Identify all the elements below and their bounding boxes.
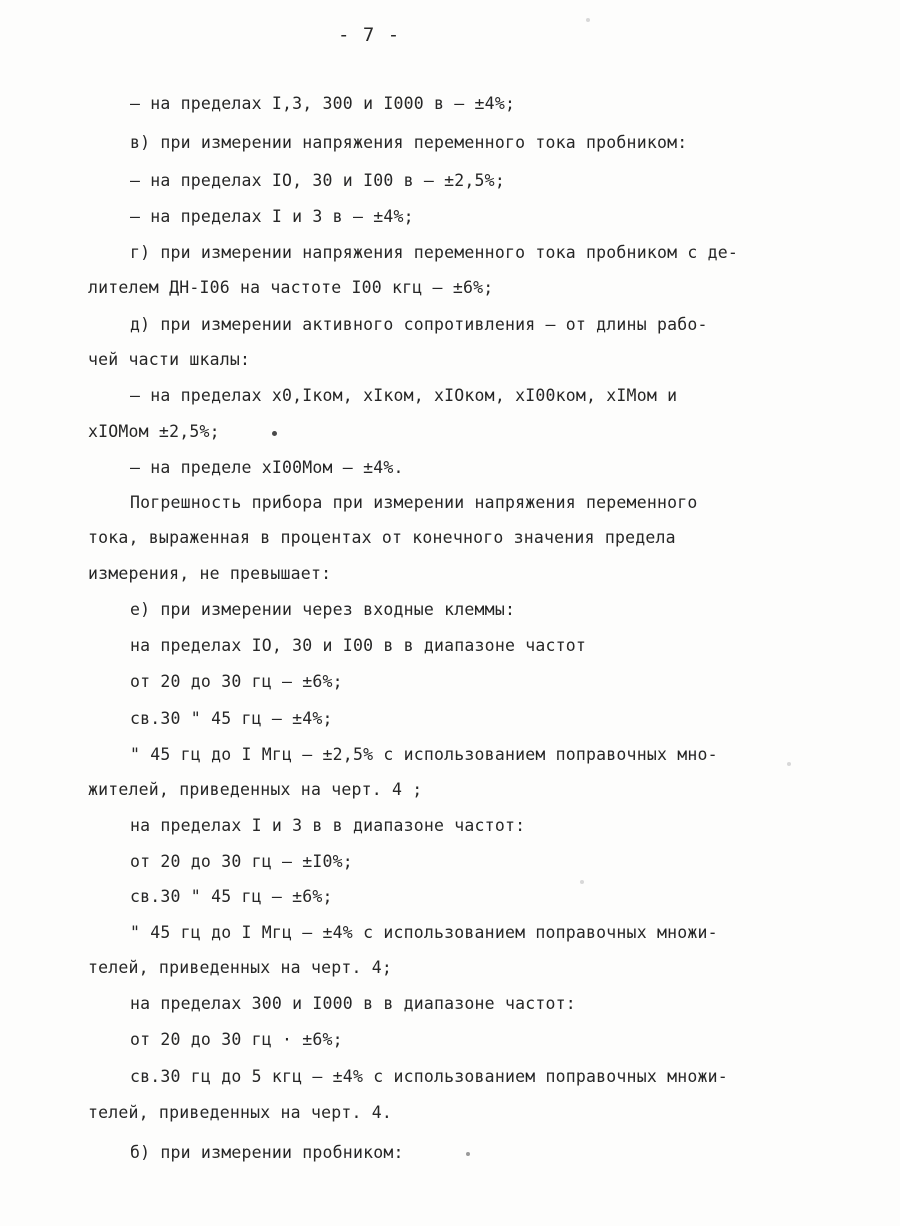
text-line: Погрешность прибора при измерении напряжения переменного	[130, 493, 698, 512]
scan-speck	[586, 18, 590, 22]
text-line: – на пределе хI00Мом – ±4%.	[130, 458, 404, 477]
text-line: – на пределах IO, 30 и I00 в – ±2,5%;	[130, 171, 505, 190]
text-line: телей, приведенных на черт. 4;	[88, 958, 393, 977]
text-line: в) при измерении напряжения переменного тока пробником:	[130, 133, 688, 152]
text-line: г) при измерении напряжения переменного тока пробником с де-	[130, 243, 739, 262]
text-line: – на пределах х0,Iком, хIком, хIOком, хI00ком, хIМом и	[130, 386, 678, 405]
text-line: от 20 до 30 гц · ±6%;	[130, 1030, 343, 1049]
text-line: от 20 до 30 гц – ±I0%;	[130, 852, 353, 871]
scan-speck	[580, 880, 584, 884]
text-line: св.30 гц до 5 кгц – ±4% с использованием поправочных множи-	[130, 1067, 728, 1086]
text-line: телей, приведенных на черт. 4.	[88, 1103, 393, 1122]
text-line: " 45 гц до I Мгц – ±4% с использованием поправочных множи-	[130, 923, 718, 942]
text-line: д) при измерении активного сопротивления – от длины рабо-	[130, 315, 708, 334]
text-line: – на пределах I и 3 в – ±4%;	[130, 207, 414, 226]
text-line: св.30 " 45 гц – ±6%;	[130, 887, 333, 906]
text-line: жителей, приведенных на черт. 4 ;	[88, 780, 423, 799]
text-line: на пределах 300 и I000 в в диапазоне частот:	[130, 994, 576, 1013]
text-line: е) при измерении через входные клеммы:	[130, 600, 516, 619]
text-line: на пределах IO, 30 и I00 в в диапазоне частот	[130, 636, 587, 655]
text-line: на пределах I и 3 в в диапазоне частот:	[130, 816, 526, 835]
text-line: б) при измерении пробником:	[130, 1143, 404, 1162]
text-line: св.30 " 45 гц – ±4%;	[130, 709, 333, 728]
ink-dot	[272, 431, 277, 436]
text-line: " 45 гц до I Мгц – ±2,5% с использованием поправочных мно-	[130, 745, 718, 764]
text-line: чей части шкалы:	[88, 350, 251, 369]
text-line: – на пределах I,3, 300 и I000 в – ±4%;	[130, 94, 516, 113]
text-line: лителем ДН-I06 на частоте I00 кгц – ±6%;	[88, 278, 494, 297]
text-line: тока, выраженная в процентах от конечного значения предела	[88, 528, 676, 547]
text-line: от 20 до 30 гц – ±6%;	[130, 672, 343, 691]
scan-speck	[787, 762, 791, 766]
page-number: - 7 -	[338, 24, 401, 46]
scan-speck	[466, 1152, 470, 1156]
text-line: хIOМом ±2,5%;	[88, 422, 220, 441]
text-line: измерения, не превышает:	[88, 564, 332, 583]
